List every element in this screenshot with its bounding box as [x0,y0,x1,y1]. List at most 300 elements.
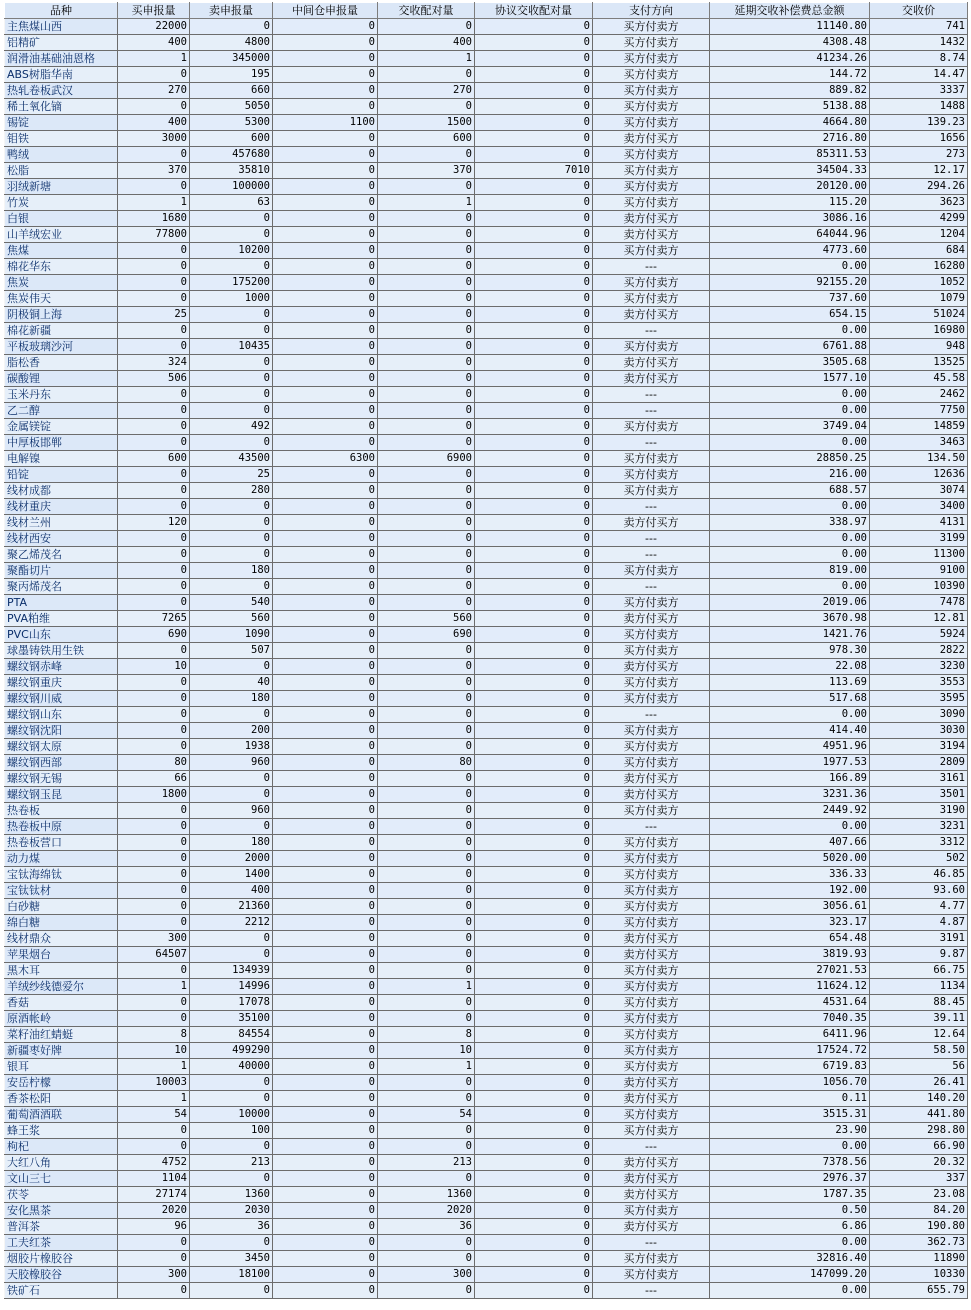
cell-compensation-total: 6719.83 [710,1059,870,1075]
cell-middle-qty: 0 [273,851,378,867]
cell-compensation-total: 0.00 [710,707,870,723]
cell-agreement-qty: 0 [475,1091,593,1107]
table-row [5,771,968,787]
cell-sell-qty: 1360 [190,1187,273,1203]
cell-buy-qty: 0 [118,819,190,835]
cell-settle-price: 13525 [870,355,968,371]
cell-buy-qty: 0 [118,1011,190,1027]
cell-pay-direction: 卖方付买方 [593,131,710,147]
table-row [5,467,968,483]
cell-variety: 黑木耳 [5,963,118,979]
cell-buy-qty: 0 [118,739,190,755]
cell-pay-direction: --- [593,387,710,403]
cell-sell-qty: 134939 [190,963,273,979]
cell-compensation-total: 64044.96 [710,227,870,243]
cell-compensation-total: 17524.72 [710,1043,870,1059]
table-row [5,867,968,883]
cell-sell-qty: 0 [190,227,273,243]
cell-compensation-total: 32816.40 [710,1251,870,1267]
cell-buy-qty: 324 [118,355,190,371]
table-row [5,1171,968,1187]
cell-settle-price: 1079 [870,291,968,307]
cell-settle-price: 1432 [870,35,968,51]
table-row [5,371,968,387]
cell-variety: 线材成都 [5,483,118,499]
cell-middle-qty: 0 [273,163,378,179]
table-row [5,947,968,963]
cell-compensation-total: 3056.61 [710,899,870,915]
cell-variety: 文山三七 [5,1171,118,1187]
cell-agreement-qty: 0 [475,323,593,339]
cell-variety: 螺纹钢玉昆 [5,787,118,803]
table-row [5,35,968,51]
cell-middle-qty: 0 [273,35,378,51]
cell-match-qty: 10 [378,1043,475,1059]
table-row [5,1059,968,1075]
cell-sell-qty: 492 [190,419,273,435]
cell-buy-qty: 2020 [118,1203,190,1219]
cell-sell-qty: 560 [190,611,273,627]
cell-sell-qty: 180 [190,691,273,707]
cell-settle-price: 1656 [870,131,968,147]
cell-pay-direction: 买方付卖方 [593,723,710,739]
cell-compensation-total: 92155.20 [710,275,870,291]
cell-buy-qty: 0 [118,1139,190,1155]
cell-sell-qty: 0 [190,1091,273,1107]
cell-match-qty: 0 [378,179,475,195]
cell-buy-qty: 96 [118,1219,190,1235]
cell-settle-price: 294.26 [870,179,968,195]
cell-buy-qty: 54 [118,1107,190,1123]
cell-variety: 棉花华东 [5,259,118,275]
cell-buy-qty: 0 [118,387,190,403]
cell-variety: 脂松香 [5,355,118,371]
cell-settle-price: 66.75 [870,963,968,979]
cell-pay-direction: 买方付卖方 [593,1123,710,1139]
cell-variety: 平板玻璃沙河 [5,339,118,355]
cell-compensation-total: 3819.93 [710,947,870,963]
cell-pay-direction: 买方付卖方 [593,147,710,163]
cell-middle-qty: 0 [273,1075,378,1091]
cell-middle-qty: 0 [273,1043,378,1059]
cell-compensation-total: 4664.80 [710,115,870,131]
cell-middle-qty: 0 [273,1011,378,1027]
cell-pay-direction: 买方付卖方 [593,883,710,899]
cell-middle-qty: 0 [273,435,378,451]
cell-agreement-qty: 0 [475,371,593,387]
cell-settle-price: 655.79 [870,1283,968,1299]
cell-buy-qty: 0 [118,643,190,659]
cell-middle-qty: 0 [273,1235,378,1251]
cell-sell-qty: 0 [190,659,273,675]
cell-compensation-total: 0.00 [710,819,870,835]
cell-match-qty: 80 [378,755,475,771]
cell-compensation-total: 338.97 [710,515,870,531]
cell-sell-qty: 1090 [190,627,273,643]
cell-compensation-total: 166.89 [710,771,870,787]
cell-compensation-total: 407.66 [710,835,870,851]
cell-middle-qty: 0 [273,947,378,963]
cell-variety: 香茶松阳 [5,1091,118,1107]
cell-middle-qty: 0 [273,259,378,275]
cell-pay-direction: --- [593,403,710,419]
header-pay-direction: 支付方向 [593,3,710,19]
cell-middle-qty: 0 [273,227,378,243]
cell-settle-price: 362.73 [870,1235,968,1251]
cell-buy-qty: 1 [118,1059,190,1075]
cell-variety: 钼铁 [5,131,118,147]
cell-agreement-qty: 0 [475,1283,593,1299]
table-row [5,627,968,643]
cell-settle-price: 5924 [870,627,968,643]
cell-match-qty: 0 [378,259,475,275]
cell-middle-qty: 0 [273,1059,378,1075]
cell-agreement-qty: 0 [475,819,593,835]
cell-variety: 螺纹钢沈阳 [5,723,118,739]
cell-buy-qty: 1 [118,51,190,67]
cell-sell-qty: 17078 [190,995,273,1011]
cell-match-qty: 0 [378,1075,475,1091]
cell-buy-qty: 0 [118,275,190,291]
cell-buy-qty: 0 [118,419,190,435]
cell-pay-direction: 买方付卖方 [593,467,710,483]
cell-agreement-qty: 0 [475,1027,593,1043]
cell-middle-qty: 0 [273,1251,378,1267]
cell-middle-qty: 0 [273,867,378,883]
table-row [5,979,968,995]
cell-buy-qty: 0 [118,403,190,419]
cell-settle-price: 3623 [870,195,968,211]
cell-pay-direction: 卖方付买方 [593,1219,710,1235]
cell-variety: 安化黑茶 [5,1203,118,1219]
cell-settle-price: 16280 [870,259,968,275]
cell-middle-qty: 0 [273,1267,378,1283]
cell-compensation-total: 889.82 [710,83,870,99]
cell-sell-qty: 0 [190,1075,273,1091]
table-row [5,403,968,419]
cell-agreement-qty: 0 [475,883,593,899]
cell-sell-qty: 0 [190,931,273,947]
cell-variety: 鸭绒 [5,147,118,163]
cell-sell-qty: 1400 [190,867,273,883]
cell-buy-qty: 0 [118,835,190,851]
cell-sell-qty: 175200 [190,275,273,291]
cell-agreement-qty: 0 [475,803,593,819]
cell-sell-qty: 4800 [190,35,273,51]
cell-match-qty: 0 [378,499,475,515]
cell-match-qty: 0 [378,387,475,403]
cell-variety: 碳酸锂 [5,371,118,387]
cell-compensation-total: 3231.36 [710,787,870,803]
cell-settle-price: 4299 [870,211,968,227]
cell-pay-direction: 买方付卖方 [593,1059,710,1075]
cell-variety: 热轧卷板武汉 [5,83,118,99]
cell-variety: 乙二醇 [5,403,118,419]
cell-buy-qty: 0 [118,259,190,275]
cell-settle-price: 11890 [870,1251,968,1267]
cell-variety: 聚酯切片 [5,563,118,579]
cell-sell-qty: 280 [190,483,273,499]
cell-agreement-qty: 0 [475,995,593,1011]
cell-sell-qty: 0 [190,403,273,419]
table-row [5,291,968,307]
table-row [5,899,968,915]
cell-match-qty: 0 [378,723,475,739]
header-match-qty: 交收配对量 [378,3,475,19]
cell-match-qty: 0 [378,803,475,819]
cell-buy-qty: 0 [118,1251,190,1267]
cell-middle-qty: 0 [273,1107,378,1123]
cell-settle-price: 88.45 [870,995,968,1011]
cell-match-qty: 0 [378,227,475,243]
cell-agreement-qty: 0 [475,1251,593,1267]
table-row [5,83,968,99]
cell-variety: 松脂 [5,163,118,179]
table-row [5,579,968,595]
cell-match-qty: 0 [378,99,475,115]
cell-variety: 焦煤 [5,243,118,259]
cell-settle-price: 948 [870,339,968,355]
table-row [5,211,968,227]
cell-compensation-total: 41234.26 [710,51,870,67]
cell-settle-price: 84.20 [870,1203,968,1219]
cell-variety: 宝钛钛材 [5,883,118,899]
cell-buy-qty: 0 [118,467,190,483]
cell-variety: 天胶橡胶谷 [5,1267,118,1283]
table-row [5,115,968,131]
cell-middle-qty: 0 [273,755,378,771]
cell-sell-qty: 36 [190,1219,273,1235]
cell-buy-qty: 400 [118,35,190,51]
cell-settle-price: 3191 [870,931,968,947]
cell-buy-qty: 300 [118,1267,190,1283]
cell-buy-qty: 0 [118,179,190,195]
cell-buy-qty: 0 [118,707,190,723]
cell-buy-qty: 0 [118,323,190,339]
cell-sell-qty: 0 [190,355,273,371]
cell-middle-qty: 0 [273,51,378,67]
cell-match-qty: 0 [378,371,475,387]
table-row [5,659,968,675]
cell-sell-qty: 195 [190,67,273,83]
cell-compensation-total: 23.90 [710,1123,870,1139]
cell-sell-qty: 10000 [190,1107,273,1123]
cell-settle-price: 3030 [870,723,968,739]
cell-variety: 螺纹钢山东 [5,707,118,723]
cell-variety: 热卷板中原 [5,819,118,835]
cell-agreement-qty: 0 [475,451,593,467]
cell-variety: 螺纹钢西部 [5,755,118,771]
cell-pay-direction: 买方付卖方 [593,163,710,179]
cell-variety: 羽绒新塘 [5,179,118,195]
cell-variety: 螺纹钢太原 [5,739,118,755]
table-row [5,243,968,259]
cell-agreement-qty: 0 [475,691,593,707]
cell-sell-qty: 200 [190,723,273,739]
cell-settle-price: 9.87 [870,947,968,963]
cell-buy-qty: 0 [118,563,190,579]
cell-pay-direction: 卖方付买方 [593,771,710,787]
cell-middle-qty: 0 [273,355,378,371]
cell-middle-qty: 0 [273,675,378,691]
table-row [5,723,968,739]
cell-agreement-qty: 0 [475,659,593,675]
cell-sell-qty: 3450 [190,1251,273,1267]
cell-middle-qty: 0 [273,275,378,291]
cell-agreement-qty: 0 [475,435,593,451]
cell-buy-qty: 0 [118,963,190,979]
cell-pay-direction: 买方付卖方 [593,979,710,995]
cell-pay-direction: 买方付卖方 [593,1267,710,1283]
table-row [5,1011,968,1027]
cell-middle-qty: 0 [273,819,378,835]
cell-settle-price: 134.50 [870,451,968,467]
cell-pay-direction: 买方付卖方 [593,19,710,35]
cell-sell-qty: 21360 [190,899,273,915]
cell-pay-direction: 买方付卖方 [593,195,710,211]
cell-buy-qty: 1680 [118,211,190,227]
cell-match-qty: 0 [378,291,475,307]
table-row [5,387,968,403]
cell-compensation-total: 0.00 [710,499,870,515]
cell-pay-direction: 卖方付买方 [593,1171,710,1187]
cell-buy-qty: 270 [118,83,190,99]
table-row [5,1107,968,1123]
cell-compensation-total: 5138.88 [710,99,870,115]
cell-match-qty: 0 [378,947,475,963]
cell-variety: 工夫红茶 [5,1235,118,1251]
cell-buy-qty: 0 [118,67,190,83]
cell-sell-qty: 180 [190,835,273,851]
cell-buy-qty: 10003 [118,1075,190,1091]
cell-compensation-total: 1787.35 [710,1187,870,1203]
cell-middle-qty: 0 [273,643,378,659]
cell-buy-qty: 0 [118,723,190,739]
cell-agreement-qty: 0 [475,771,593,787]
cell-variety: 铅锭 [5,467,118,483]
cell-pay-direction: 买方付卖方 [593,835,710,851]
cell-buy-qty: 0 [118,995,190,1011]
cell-compensation-total: 6.86 [710,1219,870,1235]
table-row [5,611,968,627]
cell-buy-qty: 10 [118,659,190,675]
cell-middle-qty: 0 [273,131,378,147]
cell-settle-price: 23.08 [870,1187,968,1203]
cell-pay-direction: 买方付卖方 [593,83,710,99]
cell-variety: 线材鼎众 [5,931,118,947]
cell-compensation-total: 34504.33 [710,163,870,179]
cell-compensation-total: 2976.37 [710,1171,870,1187]
cell-compensation-total: 85311.53 [710,147,870,163]
cell-middle-qty: 0 [273,243,378,259]
cell-pay-direction: --- [593,259,710,275]
table-row [5,435,968,451]
cell-pay-direction: 买方付卖方 [593,803,710,819]
cell-variety: 热卷板 [5,803,118,819]
cell-agreement-qty: 0 [475,723,593,739]
table-row [5,275,968,291]
cell-middle-qty: 0 [273,979,378,995]
cell-middle-qty: 6300 [273,451,378,467]
cell-middle-qty: 0 [273,963,378,979]
cell-variety: 热卷板营口 [5,835,118,851]
cell-sell-qty: 600 [190,131,273,147]
cell-pay-direction: 卖方付买方 [593,227,710,243]
cell-middle-qty: 0 [273,1283,378,1299]
cell-agreement-qty: 0 [475,547,593,563]
cell-agreement-qty: 0 [475,419,593,435]
cell-variety: 菜籽油红蜻蜓 [5,1027,118,1043]
cell-settle-price: 3090 [870,707,968,723]
cell-match-qty: 0 [378,483,475,499]
cell-match-qty: 0 [378,883,475,899]
cell-pay-direction: --- [593,1139,710,1155]
cell-sell-qty: 345000 [190,51,273,67]
cell-sell-qty: 960 [190,755,273,771]
cell-sell-qty: 1938 [190,739,273,755]
cell-sell-qty: 507 [190,643,273,659]
cell-compensation-total: 7378.56 [710,1155,870,1171]
cell-match-qty: 2020 [378,1203,475,1219]
cell-compensation-total: 27021.53 [710,963,870,979]
cell-buy-qty: 0 [118,675,190,691]
cell-pay-direction: 买方付卖方 [593,243,710,259]
cell-middle-qty: 0 [273,659,378,675]
cell-agreement-qty: 7010 [475,163,593,179]
cell-agreement-qty: 0 [475,643,593,659]
cell-sell-qty: 213 [190,1155,273,1171]
cell-compensation-total: 0.00 [710,403,870,419]
table-row [5,451,968,467]
cell-match-qty: 1 [378,51,475,67]
cell-pay-direction: 买方付卖方 [593,1203,710,1219]
cell-sell-qty: 0 [190,819,273,835]
cell-variety: 苹果烟台 [5,947,118,963]
cell-compensation-total: 4531.64 [710,995,870,1011]
cell-compensation-total: 336.33 [710,867,870,883]
cell-match-qty: 0 [378,643,475,659]
cell-sell-qty: 0 [190,579,273,595]
cell-compensation-total: 0.00 [710,387,870,403]
cell-settle-price: 66.90 [870,1139,968,1155]
cell-settle-price: 14859 [870,419,968,435]
cell-match-qty: 0 [378,1251,475,1267]
cell-buy-qty: 0 [118,147,190,163]
table-row [5,195,968,211]
cell-agreement-qty: 0 [475,387,593,403]
cell-variety: PVA粕维 [5,611,118,627]
cell-settle-price: 3553 [870,675,968,691]
cell-middle-qty: 0 [273,595,378,611]
cell-middle-qty: 0 [273,803,378,819]
cell-variety: 金属镁锭 [5,419,118,435]
cell-variety: 绵白糖 [5,915,118,931]
cell-match-qty: 0 [378,339,475,355]
cell-match-qty: 0 [378,323,475,339]
cell-agreement-qty: 0 [475,131,593,147]
cell-compensation-total: 819.00 [710,563,870,579]
cell-variety: 铝精矿 [5,35,118,51]
cell-match-qty: 0 [378,835,475,851]
cell-variety: ABS树脂华南 [5,67,118,83]
cell-sell-qty: 0 [190,707,273,723]
cell-match-qty: 0 [378,547,475,563]
cell-sell-qty: 0 [190,19,273,35]
cell-variety: 安岳柠檬 [5,1075,118,1091]
cell-buy-qty: 77800 [118,227,190,243]
cell-agreement-qty: 0 [475,931,593,947]
cell-compensation-total: 6761.88 [710,339,870,355]
